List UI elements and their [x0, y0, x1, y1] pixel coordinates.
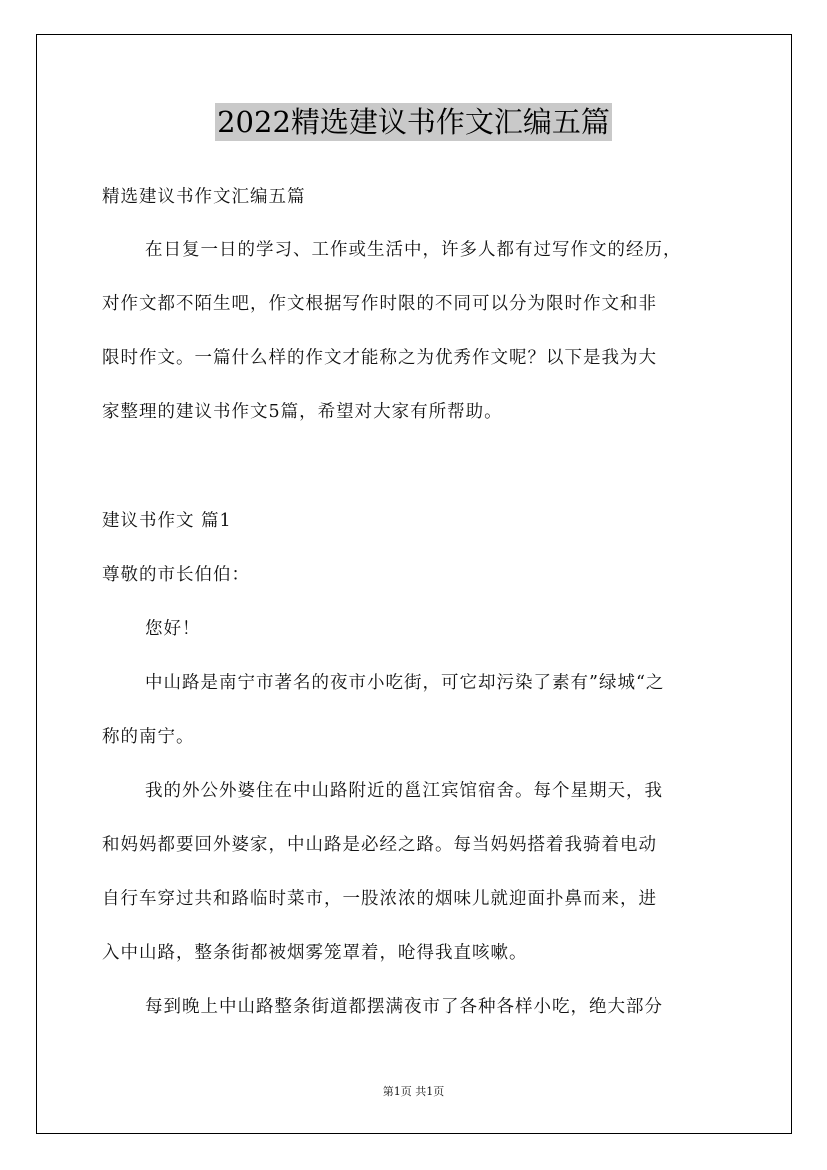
subtitle-line: 精选建议书作文汇编五篇	[102, 187, 306, 207]
paragraph-line: 每到晚上中山路整条街道都摆满夜市了各种各样小吃，绝大部分	[145, 997, 663, 1017]
paragraph-line: 家整理的建议书作文5篇，希望对大家有所帮助。	[102, 402, 503, 422]
paragraph-line: 我的外公外婆住在中山路附近的邕江宾馆宿舍。每个星期天，我	[145, 781, 663, 801]
paragraph-line: 中山路是南宁市著名的夜市小吃街，可它却污染了素有”绿城“之	[145, 673, 665, 693]
document-title-text: 2022精选建议书作文汇编五篇	[217, 105, 610, 139]
paragraph-line: 入中山路，整条街都被烟雾笼罩着，呛得我直咳嗽。	[102, 943, 528, 963]
greeting-line: 您好！	[145, 619, 201, 639]
paragraph-line: 称的南宁。	[102, 727, 195, 747]
paragraph-line: 对作文都不陌生吧，作文根据写作时限的不同可以分为限时作文和非	[102, 294, 657, 314]
salutation-line: 尊敬的市长伯伯：	[102, 565, 250, 585]
document-title	[0, 100, 827, 141]
paragraph-line: 和妈妈都要回外婆家，中山路是必经之路。每当妈妈搭着我骑着电动	[102, 835, 657, 855]
page-footer: 第1页 共1页	[382, 1085, 445, 1098]
paragraph-line: 自行车穿过共和路临时菜市，一股浓浓的烟味儿就迎面扑鼻而来，进	[102, 889, 657, 909]
paragraph-line: 限时作文。一篇什么样的作文才能称之为优秀作文呢？以下是我为大	[102, 348, 657, 368]
section-heading: 建议书作文 篇1	[102, 511, 232, 531]
paragraph-line: 在日复一日的学习、工作或生活中，许多人都有过写作文的经历，	[145, 240, 682, 260]
